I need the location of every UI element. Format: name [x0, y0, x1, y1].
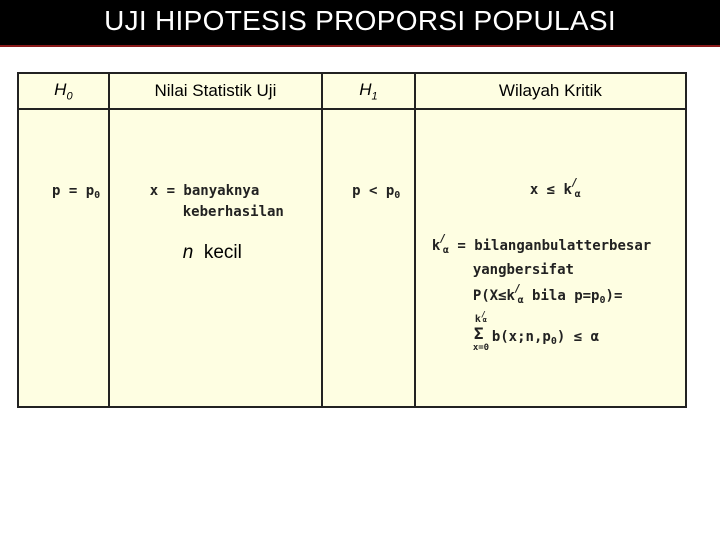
header-h1	[322, 73, 415, 109]
header-row	[18, 73, 686, 109]
sum-upper-limit: k/α	[474, 310, 487, 325]
sample-size-note: n kecil	[182, 242, 242, 263]
stat-line-1: x = banyaknya	[149, 183, 260, 199]
cell-critical-region	[415, 109, 686, 407]
stat-line-2: keberhasilan	[182, 204, 284, 220]
content-row	[18, 109, 686, 407]
critical-region-main: $x \le k^/_\alpha$	[529, 176, 581, 200]
sum-lower-limit: x=0	[472, 343, 490, 353]
sum-symbol: Σ	[473, 324, 484, 343]
page-title: UJI HIPOTESIS PROPORSI POPULASI	[104, 5, 616, 36]
sum-expression: $b(x;n,p_0) \le \alpha$	[491, 329, 600, 347]
header-h1-sub: 1	[371, 90, 378, 103]
cell-h0	[18, 109, 109, 407]
cell-h1	[322, 109, 415, 407]
title-bar	[0, 0, 720, 47]
header-h0	[18, 73, 109, 109]
header-h0-label: H	[54, 79, 67, 99]
header-h0-sub: 0	[66, 90, 73, 103]
k-definition-line-3: $P(X\le k^/_\alpha$ bila $p=p_0)=$	[472, 282, 623, 306]
header-h1-label: H	[359, 79, 372, 99]
cell-statistic	[109, 109, 322, 407]
k-definition-line-1: $k^/_\alpha$ = bilanganbulatterbesar	[431, 232, 652, 256]
k-definition-line-2: yangbersifat	[472, 262, 574, 278]
h0-expression: $p = p_0$	[52, 183, 101, 201]
h1-expression: $p < p_0$	[352, 183, 401, 201]
header-region: Wilayah Kritik	[415, 73, 686, 109]
header-stat: Nilai Statistik Uji	[109, 73, 322, 109]
hypothesis-table	[17, 72, 687, 408]
